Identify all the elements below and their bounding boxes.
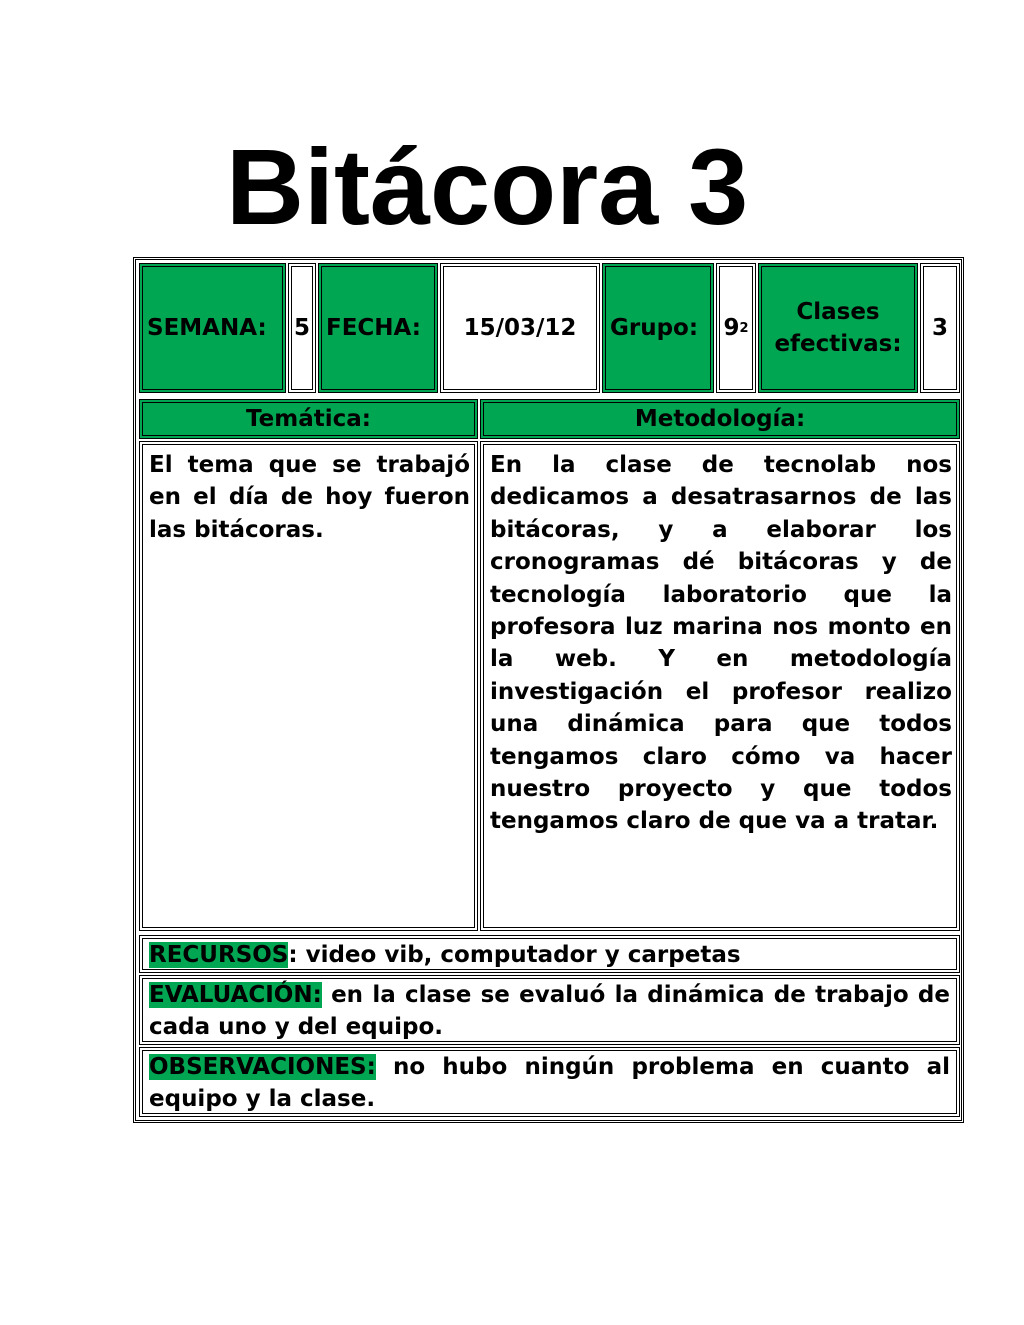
clases-efectivas-value: 3 [920, 263, 960, 393]
clases-label-line2: efectivas: [774, 331, 902, 357]
metodologia-header: Metodología: [480, 399, 960, 439]
metodologia-text: En la clase de tecnolab nos dedicamos a desatrasarnos de las bitácoras, y a elaborar los cronogramas dé bitácoras y de tecnología laboratorio que la profesora luz marina nos monto en la web. Y en metodología investigación el profesor realizo una dinámica para que todos tengamos claro cómo va hacer nuestro proyecto y que todos tengamos claro de que va a tratar. [480, 441, 960, 931]
grupo-number: 9 [723, 315, 740, 341]
grupo-value [716, 263, 756, 393]
tematica-text: El tema que se trabajó en el día de hoy fueron las bitácoras. [139, 441, 478, 931]
clases-label-line1: Clases [796, 299, 880, 325]
fecha-label: FECHA: [318, 263, 438, 393]
evaluacion-row [139, 975, 960, 1045]
recursos-label: RECURSOS [149, 942, 289, 968]
recursos-row [139, 935, 960, 973]
grupo-label: Grupo: [602, 263, 714, 393]
page-title: Bitácora 3 [226, 126, 749, 247]
grupo-superscript: 2 [739, 320, 749, 336]
observaciones-row [139, 1047, 960, 1117]
evaluacion-label: EVALUACIÓN: [149, 982, 322, 1008]
clases-efectivas-label [758, 263, 918, 393]
tematica-header: Temática: [139, 399, 478, 439]
observaciones-text: no hubo ningún problema en cuanto al equipo y la clase. [149, 1054, 950, 1112]
recursos-text: : video vib, computador y carpetas [288, 942, 741, 968]
observaciones-label: OBSERVACIONES: [149, 1054, 376, 1080]
evaluacion-text: en la clase se evaluó la dinámica de trabajo de cada uno y del equipo. [149, 982, 950, 1040]
semana-label: SEMANA: [139, 263, 286, 393]
semana-value: 5 [288, 263, 316, 393]
log-table [133, 257, 964, 1123]
fecha-value: 15/03/12 [440, 263, 600, 393]
